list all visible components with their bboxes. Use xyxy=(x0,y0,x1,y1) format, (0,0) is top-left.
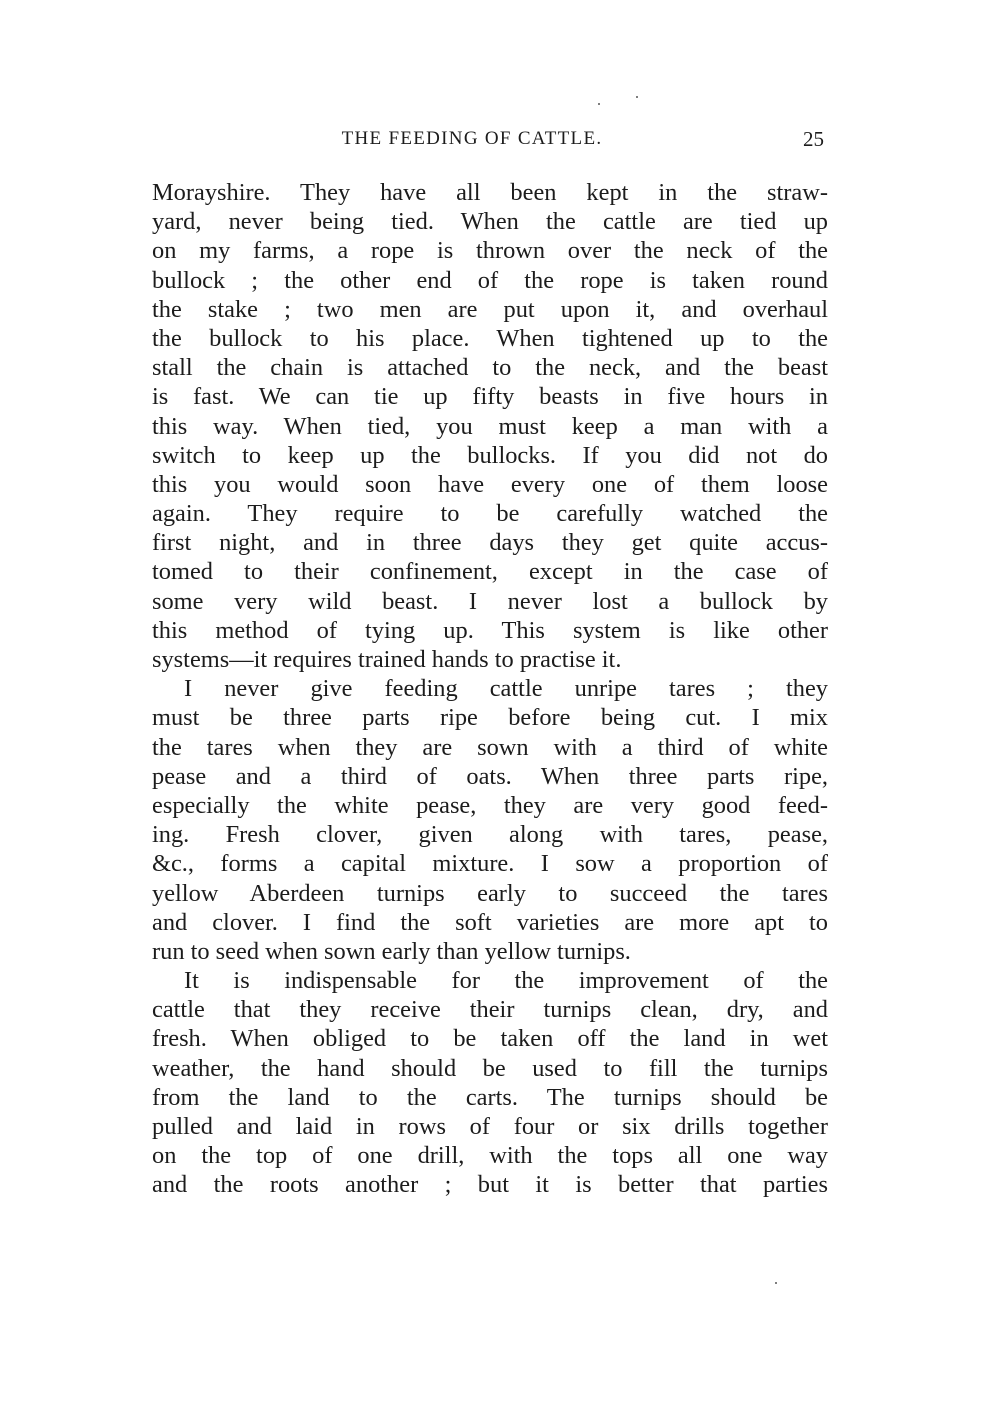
running-head xyxy=(152,124,824,154)
text-line: the tares when they are sown with a third of white xyxy=(152,733,828,761)
paragraph-first-line: It is indispensable for the improvement of the xyxy=(184,967,828,995)
text-line: on my farms, a rope is thrown over the neck of the xyxy=(152,237,828,265)
text-line: switch to keep up the bullocks. If you did not do xyxy=(152,441,828,469)
print-speck xyxy=(775,1282,777,1284)
text-line: ing. Fresh clover, given along with tares, pease, xyxy=(152,821,828,849)
text-line: bullock ; the other end of the rope is taken round xyxy=(152,266,828,294)
text-line: this you would soon have every one of them loose xyxy=(152,470,828,498)
text-line: the bullock to his place. When tightened up to the xyxy=(152,324,828,352)
paragraph-first-line: I never give feeding cattle unripe tares ; they xyxy=(184,675,828,703)
text-line: systems—it requires trained hands to practise it. xyxy=(152,646,622,673)
text-line: fresh. When obliged to be taken off the land in wet xyxy=(152,1025,828,1053)
text-line: tomed to their confinement, except in the case of xyxy=(152,558,828,586)
text-line: this method of tying up. This system is like other xyxy=(152,616,828,644)
print-speck xyxy=(598,103,600,105)
text-line: run to seed when sown early than yellow turnips. xyxy=(152,937,631,965)
text-line: must be three parts ripe before being cut. I mix xyxy=(152,704,828,732)
text-line: yellow Aberdeen turnips early to succeed the tares xyxy=(152,879,828,907)
text-line: weather, the hand should be used to fill the turnips xyxy=(152,1054,828,1082)
text-line: and the roots another ; but it is better that parties xyxy=(152,1171,828,1199)
text-line: some very wild beast. I never lost a bullock by xyxy=(152,587,828,615)
running-title: THE FEEDING OF CATTLE. xyxy=(341,128,603,149)
text-line: especially the white pease, they are very good feed- xyxy=(152,791,828,819)
text-line: stall the chain is attached to the neck, and the beast xyxy=(152,354,828,382)
text-line: yard, never being tied. When the cattle are tied up xyxy=(152,208,828,236)
text-line: first night, and in three days they get quite accus- xyxy=(152,529,828,557)
text-line: cattle that they receive their turnips clean, dry, and xyxy=(152,996,828,1024)
page-number: 25 xyxy=(803,127,824,151)
text-line: this way. When tied, you must keep a man with a xyxy=(152,412,828,440)
body-text xyxy=(152,178,828,1200)
text-line: Morayshire. They have all been kept in the straw- xyxy=(152,179,828,206)
print-speck xyxy=(636,96,638,98)
text-line: and clover. I find the soft varieties are more apt to xyxy=(152,908,828,936)
text-line: from the land to the carts. The turnips should be xyxy=(152,1083,828,1111)
text-line: is fast. We can tie up fifty beasts in five hours in xyxy=(152,383,828,411)
text-line: again. They require to be carefully watched the xyxy=(152,500,828,528)
text-line: pulled and laid in rows of four or six drills together xyxy=(152,1113,828,1140)
text-line: the stake ; two men are put upon it, and overhaul xyxy=(152,295,828,323)
text-line: pease and a third of oats. When three parts ripe, xyxy=(152,762,828,790)
text-line: &c., forms a capital mixture. I sow a proportion of xyxy=(152,850,828,878)
text-line: on the top of one drill, with the tops all one way xyxy=(152,1142,828,1170)
